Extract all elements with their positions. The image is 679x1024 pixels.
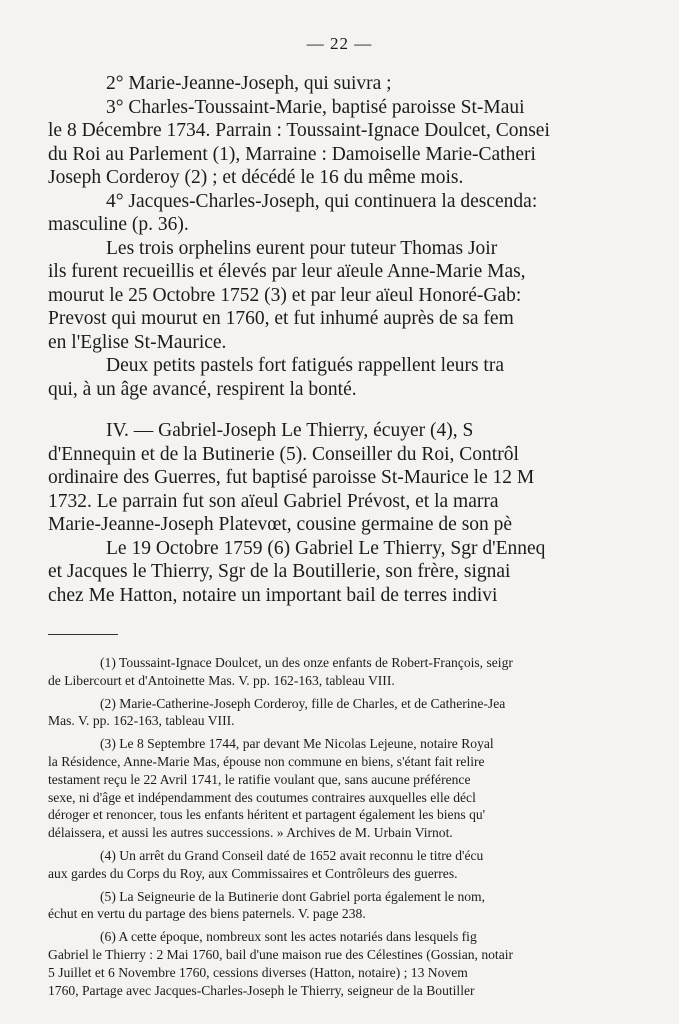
body-line: Le 19 Octobre 1759 (6) Gabriel Le Thierry, Sgr d'Enneq xyxy=(106,537,546,559)
body-line: 2° Marie-Jeanne-Joseph, qui suivra ; xyxy=(106,73,392,94)
section-heading-line: IV. — Gabriel-Joseph Le Thierry, écuyer (4), S xyxy=(106,420,474,441)
body-line: et Jacques le Thierry, Sgr de la Boutillerie, son frère, signai xyxy=(48,561,511,582)
footnotes xyxy=(48,654,679,1004)
body-line: d'Ennequin et de la Butinerie (5). Conseiller du Roi, Contrôl xyxy=(48,443,519,465)
page-number: — 22 — xyxy=(306,34,373,53)
body-line: en l'Eglise St-Maurice. xyxy=(48,331,227,353)
body-line: le 8 Décembre 1734. Parrain : Toussaint-Ignace Doulcet, Consei xyxy=(48,120,550,141)
main-text xyxy=(48,72,679,607)
body-line: mourut le 25 Octobre 1752 (3) et par leur aïeul Honoré-Gab: xyxy=(48,284,522,306)
body-line: Joseph Corderoy (2) ; et décédé le 16 du même mois. xyxy=(48,167,464,188)
footnote-1: (1) Toussaint-Ignace Doulcet, un des onze enfants de Robert-François, seigr de Libercourt et d'Antoinette Mas. V. pp. 162-163, tableau VIII. xyxy=(48,655,513,688)
body-line: du Roi au Parlement (1), Marraine : Damoiselle Marie-Catheri xyxy=(48,143,536,165)
footnote-5: (5) La Seigneurie de la Butinerie dont Gabriel porta également le nom, échut en vertu du partage des biens paternels. V. page 238. xyxy=(48,888,486,922)
body-line: Marie-Jeanne-Joseph Platevœt, cousine germaine de son pè xyxy=(48,514,513,535)
body-line: ils furent recueillis et élevés par leur aïeule Anne-Marie Mas, xyxy=(48,261,526,282)
footnote-4: (4) Un arrêt du Grand Conseil daté de 1652 avait reconnu le titre d'écu aux gardes du Corps du Roy, aux Commissaires et Contrôleurs des guerres. xyxy=(48,847,484,881)
body-line: qui, à un âge avancé, respirent la bonté. xyxy=(48,378,357,400)
body-line: Les trois orphelins eurent pour tuteur Thomas Joir xyxy=(106,237,498,259)
footnote-rule xyxy=(48,634,118,635)
body-line: ordinaire des Guerres, fut baptisé paroisse St-Maurice le 12 M xyxy=(48,467,535,488)
body-line: chez Me Hatton, notaire un important bail de terres indivi xyxy=(48,584,498,606)
body-line: Prevost qui mourut en 1760, et fut inhumé auprès de sa fem xyxy=(48,308,514,329)
body-line: 3° Charles-Toussaint-Marie, baptisé paroisse St-Maui xyxy=(106,96,525,118)
footnote-2: (2) Marie-Catherine-Joseph Corderoy, fille de Charles, et de Catherine-Jea Mas. V. pp. 162-163, tableau VIII. xyxy=(48,695,506,729)
body-line: 1732. Le parrain fut son aïeul Gabriel Prévost, et la marra xyxy=(48,490,499,512)
body-line: masculine (p. 36). xyxy=(48,214,189,235)
footnote-6: (6) A cette époque, nombreux sont les actes notariés dans lesquels fig Gabriel le Thierry : 2 Mai 1760, bail d'une maison rue des Célestines (Gossian, notair 5 Juillet et 6 Novembre 1760, cessions diverses (Hatton, notaire) ; 13 Novem 1760, Partage avec Jacques-Charles-Joseph le Thierry, seigneur de la Boutiller xyxy=(48,929,514,998)
body-line: Deux petits pastels fort fatigués rappellent leurs tra xyxy=(106,355,504,376)
body-line: 4° Jacques-Charles-Joseph, qui continuera la descenda: xyxy=(106,190,538,212)
footnote-3: (3) Le 8 Septembre 1744, par devant Me Nicolas Lejeune, notaire Royal la Résidence, Anne-Marie Mas, épouse non commune en biens, s'étant fait relire testament reçu le 22 Avril 1741, le ratifie voulant que, sans aucune préférence sexe, ni d'âge et indépendamment des coutumes contraires auxquelles elle décl déroger et renoncer, tous les enfants héritent et partagent également les biens qu' délaissera, et aussi les autres successions. » Archives de M. Urbain Virnot. xyxy=(48,736,494,841)
